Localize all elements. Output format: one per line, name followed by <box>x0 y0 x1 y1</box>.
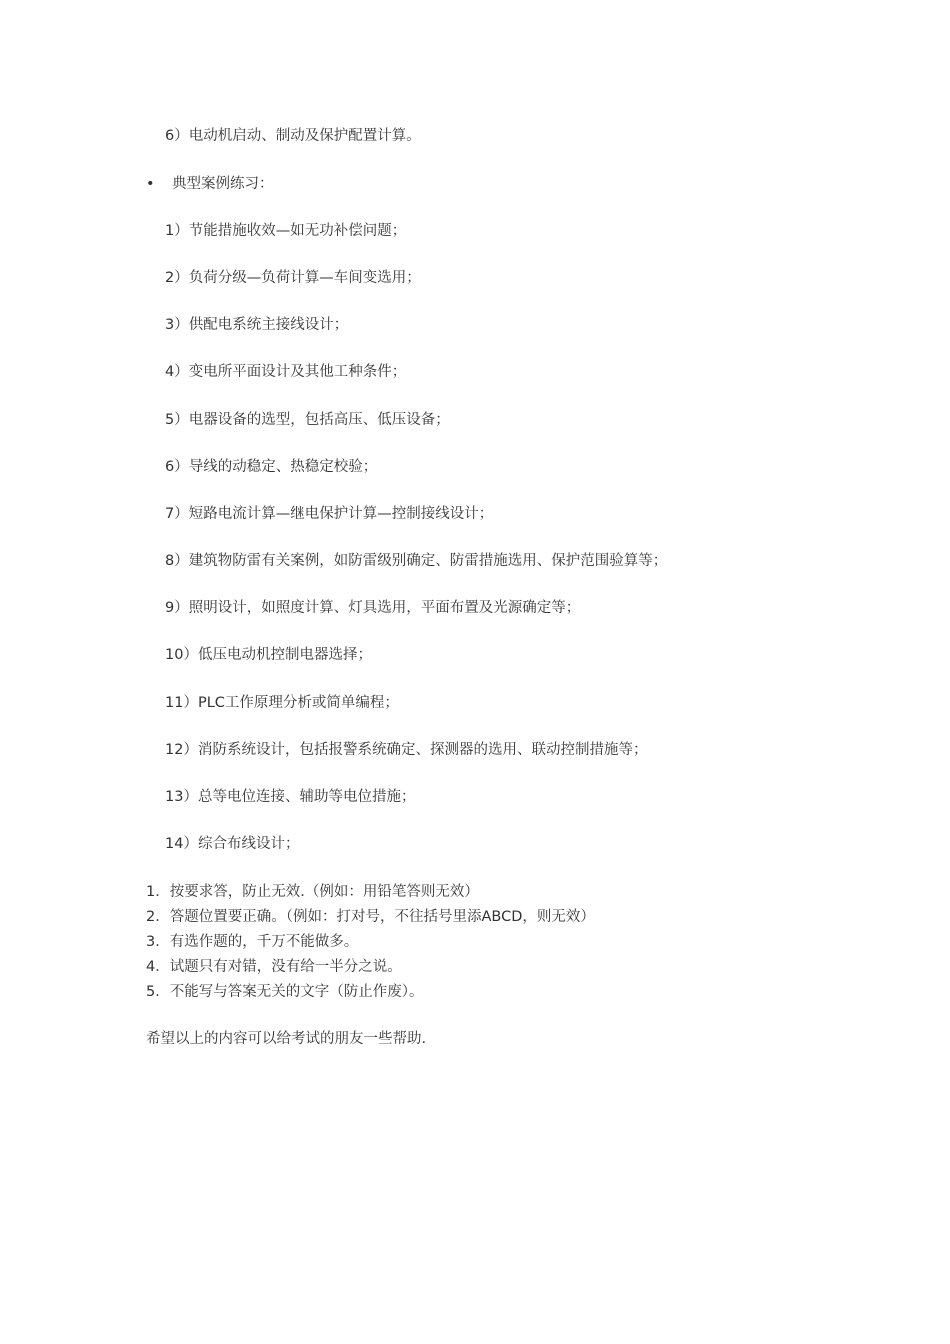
case-item: 10）低压电动机控制电器选择； <box>165 647 372 663</box>
case-item: 8）建筑物防雷有关案例，如防雷级别确定、防雷措施选用、保护范围验算等； <box>165 553 668 569</box>
case-item: 12）消防系统设计，包括报警系统确定、探测器的选用、联动控制措施等； <box>165 742 648 758</box>
exam-tip-item: 3．有选作题的，千万不能做多。 <box>146 934 359 950</box>
case-item: 2）负荷分级—负荷计算—车间变选用； <box>165 270 421 286</box>
closing-paragraph: 希望以上的内容可以给考试的朋友一些帮助. <box>146 1031 427 1047</box>
case-item: 14）综合布线设计； <box>165 836 300 852</box>
exam-tip-item: 4．试题只有对错，没有给一半分之说。 <box>146 959 402 975</box>
case-item: 3）供配电系统主接线设计； <box>165 317 349 333</box>
case-practice-title: 典型案例练习： <box>172 176 274 192</box>
exam-tip-item: 2．答题位置要正确。（例如：打对号，不往括号里添ABCD，则无效） <box>146 909 595 925</box>
case-item: 11）PLC工作原理分析或简单编程； <box>165 695 399 711</box>
exam-tip-item: 5．不能写与答案无关的文字（防止作废）。 <box>146 984 424 1000</box>
case-item: 13）总等电位连接、辅助等电位措施； <box>165 789 416 805</box>
case-item: 4）变电所平面设计及其他工种条件； <box>165 364 407 380</box>
motor-protection-item: 6）电动机启动、制动及保护配置计算。 <box>165 128 421 144</box>
case-practice-heading <box>146 174 274 194</box>
case-item: 5）电器设备的选型，包括高压、低压设备； <box>165 412 450 428</box>
case-item: 9）照明设计，如照度计算、灯具选用，平面布置及光源确定等； <box>165 600 581 616</box>
case-item: 1）节能措施收效—如无功补偿问题； <box>165 223 407 239</box>
case-item: 6）导线的动稳定、热稳定校验； <box>165 459 378 475</box>
exam-tip-item: 1．按要求答，防止无效.（例如：用铅笔答则无效） <box>146 884 479 900</box>
bullet-icon: • <box>146 176 155 192</box>
case-item: 7）短路电流计算—继电保护计算—控制接线设计； <box>165 506 494 522</box>
